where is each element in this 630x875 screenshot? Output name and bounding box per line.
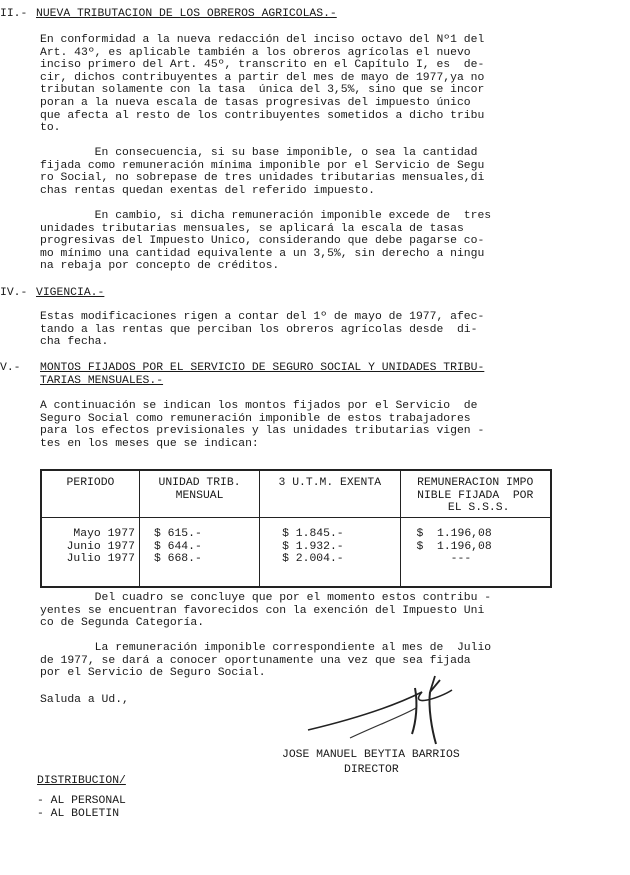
distribution-item: - AL BOLETIN xyxy=(37,808,120,820)
paragraph-6: Del cuadro se concluye que por el momento estos contribu - yentes se encuentran favorecidos con la exención del Impuesto Uni co de Segunda Categoría. xyxy=(40,592,492,630)
paragraph-4: Estas modificaciones rigen a contar del 1º de mayo de 1977, afec- tando a las rentas que perciban los obreros agrícolas desde di- cha fecha. xyxy=(40,311,485,349)
paragraph-1: En conformidad a la nueva redacción del inciso octavo del Nº1 del Art. 43º, es aplicable también a los obreros agrícolas el nuevo inciso primero del Art. 45º, transcrito en el Capítulo I, es de- cir, dichos contribuyentes a partir del mes de mayo de 1977,ya no tributan solamente con la tasa única del 3,5%, sino que se incor poran a la nueva escala de tasas progresivas del impuesto único que afecta al resto de los contribuyentes sometidos a dicho tribu to. xyxy=(40,34,485,135)
table-header-row xyxy=(41,470,551,518)
section-title: NUEVA TRIBUTACION DE LOS OBREROS AGRICOLAS.- xyxy=(36,8,337,20)
distribution-title: DISTRIBUCION/ xyxy=(37,775,126,787)
cell-utm: $ 615.- $ 644.- $ 668.- xyxy=(139,518,259,588)
section-number: II.- xyxy=(0,8,28,20)
header-remuneracion: REMUNERACION IMPO NIBLE FIJADA POR EL S.S.S. xyxy=(400,470,551,518)
paragraph-3: En cambio, si dicha remuneración imponible excede de tres unidades tributarias mensuales, se aplicará la escala de tasas progresivas del Impuesto Unico, considerando que debe pagarse co- mo mínimo una cantidad equivalente a un 3,5%, sin derecho a ningu na rebaja por concepto de créditos. xyxy=(40,210,492,273)
section-iv-heading xyxy=(0,287,104,300)
table-row xyxy=(41,518,551,588)
section-number: V.- xyxy=(0,362,21,374)
cell-periodo: Mayo 1977 Junio 1977 Julio 1977 xyxy=(41,518,139,588)
signer-name: JOSE MANUEL BEYTIA BARRIOS xyxy=(282,749,460,761)
paragraph-5: A continuación se indican los montos fijados por el Servicio de Seguro Social como remuneración imponible de estos trabajadores para los efectos previsionales y las unidades tributarias vigen - tes en los meses que se indican: xyxy=(40,400,485,450)
section-title: VIGENCIA.- xyxy=(36,287,105,299)
paragraph-2: En consecuencia, si su base imponible, o sea la cantidad fijada como remuneración mínima imponible por el Servicio de Segu ro Social, no sobrepase de tres unidades tributarias mensuales,di chas rentas quedan exentas del referido impuesto. xyxy=(40,147,485,197)
header-exenta: 3 U.T.M. EXENTA xyxy=(260,470,400,518)
signer-title: DIRECTOR xyxy=(344,764,399,776)
section-v-heading xyxy=(0,362,484,375)
header-utm: UNIDAD TRIB. MENSUAL xyxy=(139,470,259,518)
signature xyxy=(290,668,470,748)
section-ii-heading xyxy=(0,8,337,21)
distribution-item: - AL PERSONAL xyxy=(37,795,126,807)
cell-remuneracion: $ 1.196,08 $ 1.196,08 --- xyxy=(400,518,551,588)
section-number: IV.- xyxy=(0,287,28,299)
cell-exenta: $ 1.845.- $ 1.932.- $ 2.004.- xyxy=(260,518,400,588)
section-title-line-2: TARIAS MENSUALES.- xyxy=(40,375,164,387)
paragraph-7: La remuneración imponible correspondiente al mes de Julio de 1977, se dará a conocer oportunamente una vez que sea fijada por el Servicio de Seguro Social. xyxy=(40,642,492,680)
utm-table xyxy=(40,469,552,588)
section-title-line-1: MONTOS FIJADOS POR EL SERVICIO DE SEGURO SOCIAL Y UNIDADES TRIBU- xyxy=(40,362,485,374)
header-periodo: PERIODO xyxy=(41,470,139,518)
greeting: Saluda a Ud., xyxy=(40,694,129,706)
